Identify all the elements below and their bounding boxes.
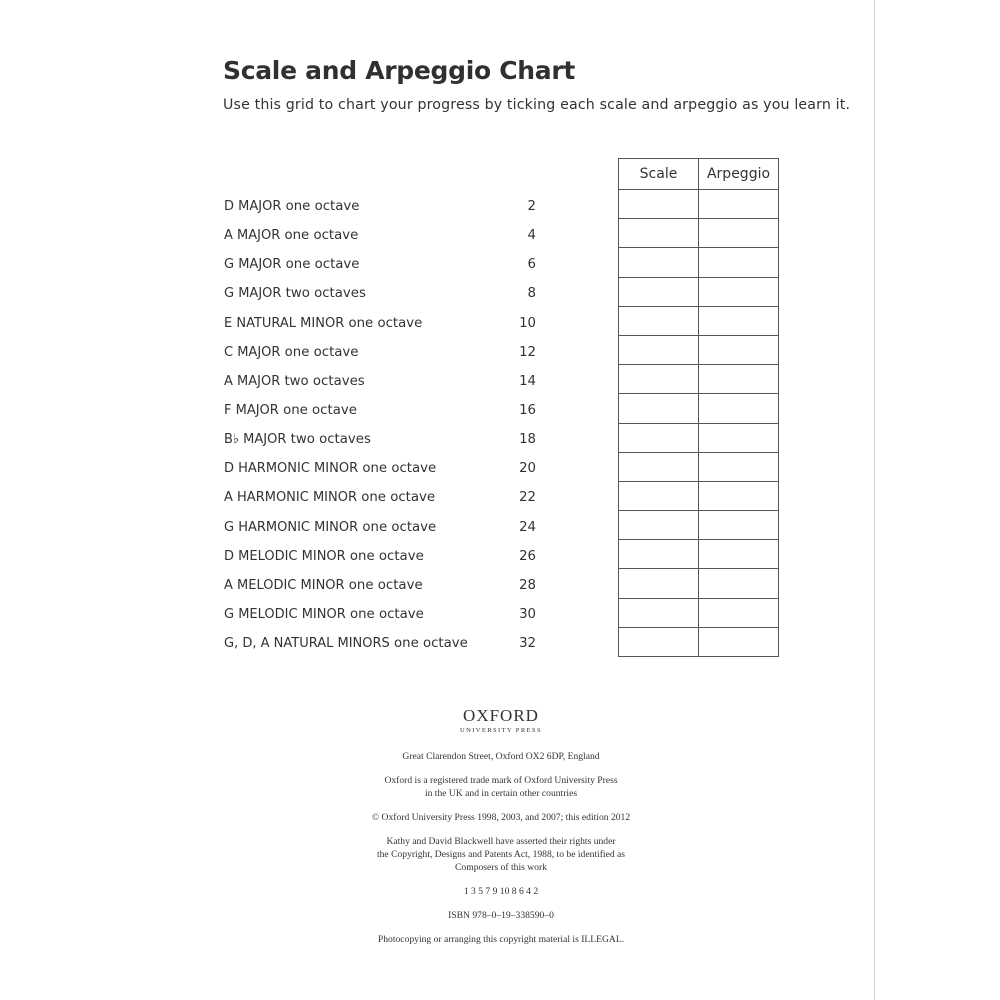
grid-row	[619, 277, 779, 306]
scale-list-item	[224, 396, 536, 425]
tick-box-arpeggio[interactable]	[699, 394, 779, 423]
scale-name	[224, 286, 366, 301]
trademark-line-2: in the UK and in certain other countries	[424, 788, 578, 799]
scale-key: G MAJOR	[224, 286, 282, 302]
scale-name	[224, 374, 365, 389]
grid-row	[619, 219, 779, 248]
scale-list-item	[224, 221, 536, 250]
scale-list-item	[224, 629, 536, 658]
scale-range: one octave	[284, 228, 359, 244]
tick-box-arpeggio[interactable]	[699, 627, 779, 656]
scale-name	[224, 199, 359, 214]
scale-range: one octave	[361, 490, 436, 506]
copyright-warning: Photocopying or arranging this copyright material is ILLEGAL.	[377, 934, 625, 945]
tick-box-scale[interactable]	[619, 540, 699, 569]
scale-key: A MAJOR	[224, 228, 281, 244]
copyright-line: © Oxford University Press 1998, 2003, and 2007; this edition 2012	[371, 812, 631, 823]
tick-box-arpeggio[interactable]	[699, 219, 779, 248]
scale-key: E NATURAL MINOR	[224, 315, 345, 331]
grid-row	[619, 190, 779, 219]
scale-key: A MELODIC MINOR	[224, 577, 345, 593]
grid-row	[619, 598, 779, 627]
scale-range: two octaves	[285, 286, 366, 302]
scale-list-item	[224, 279, 536, 308]
tick-box-scale[interactable]	[619, 598, 699, 627]
tick-box-arpeggio[interactable]	[699, 452, 779, 481]
scale-name	[224, 578, 423, 593]
tick-box-scale[interactable]	[619, 481, 699, 510]
scale-name	[224, 549, 424, 564]
scale-page-number: 14	[519, 373, 536, 389]
scale-name	[224, 607, 424, 622]
scale-range: one octave	[285, 257, 360, 273]
tick-box-arpeggio[interactable]	[699, 511, 779, 540]
tick-box-arpeggio[interactable]	[699, 306, 779, 335]
scale-range: one octave	[283, 403, 357, 419]
scale-range: one octave	[348, 315, 423, 331]
tick-box-scale[interactable]	[619, 365, 699, 394]
grid-header-scale: Scale	[619, 159, 699, 190]
tick-box-scale[interactable]	[619, 627, 699, 656]
scale-list-item	[224, 454, 536, 483]
scale-name	[224, 520, 436, 535]
grid-row	[619, 365, 779, 394]
grid-row	[619, 511, 779, 540]
scale-page-number: 8	[527, 286, 536, 302]
tick-box-arpeggio[interactable]	[699, 277, 779, 306]
scale-page-number: 30	[519, 607, 536, 623]
grid-row	[619, 452, 779, 481]
scale-name	[224, 432, 371, 447]
tick-box-scale[interactable]	[619, 394, 699, 423]
scale-name	[224, 345, 358, 360]
scale-name	[224, 636, 468, 651]
scale-key: D MAJOR	[224, 199, 282, 215]
scale-key: G MELODIC MINOR	[224, 607, 346, 623]
tick-box-arpeggio[interactable]	[699, 335, 779, 364]
scale-page-number: 28	[519, 577, 536, 593]
tick-box-scale[interactable]	[619, 423, 699, 452]
scale-page-number: 26	[519, 548, 536, 564]
grid-row	[619, 540, 779, 569]
print-line: 1 3 5 7 9 10 8 6 4 2	[463, 886, 539, 897]
publisher-address: Great Clarendon Street, Oxford OX2 6DP, England	[402, 751, 600, 762]
scale-list-item	[224, 192, 536, 221]
scale-list-item	[224, 338, 536, 367]
page-edge-line	[874, 0, 875, 1000]
scale-list-item	[224, 250, 536, 279]
scale-page-number: 22	[519, 490, 536, 506]
scale-key: A MAJOR	[224, 373, 281, 389]
rights-line-2: the Copyright, Designs and Patents Act, 1988, to be identified as	[376, 849, 626, 860]
scale-range: one octave	[394, 636, 468, 652]
grid-row	[619, 394, 779, 423]
progress-grid	[618, 158, 779, 657]
scale-page-number: 24	[519, 519, 536, 535]
scale-range: one octave	[362, 519, 437, 535]
scale-range: one octave	[349, 548, 424, 564]
grid-row	[619, 248, 779, 277]
scale-range: one octave	[348, 577, 423, 593]
tick-box-scale[interactable]	[619, 190, 699, 219]
tick-box-arpeggio[interactable]	[699, 423, 779, 452]
page-subtitle: Use this grid to chart your progress by ticking each scale and arpeggio as you learn it.	[223, 97, 851, 113]
scale-key: C MAJOR	[224, 344, 281, 360]
scale-name	[224, 257, 359, 272]
grid-row	[619, 335, 779, 364]
grid-row	[619, 627, 779, 656]
scale-key: G HARMONIC MINOR	[224, 519, 359, 535]
scale-list-item	[224, 367, 536, 396]
scale-key: F MAJOR	[224, 403, 279, 419]
tick-box-arpeggio[interactable]	[699, 248, 779, 277]
scale-list-item	[224, 571, 536, 600]
scale-range: one octave	[349, 607, 424, 623]
scale-list-item	[224, 542, 536, 571]
scale-name	[224, 228, 358, 243]
grid-row	[619, 423, 779, 452]
scale-key: G MAJOR	[224, 257, 282, 273]
scale-page-number: 16	[519, 403, 536, 419]
publisher-imprint	[320, 706, 682, 946]
tick-box-scale[interactable]	[619, 248, 699, 277]
scale-list	[224, 192, 536, 658]
scale-range: two octaves	[290, 432, 371, 448]
scale-key: A HARMONIC MINOR	[224, 490, 357, 506]
trademark-line-1: Oxford is a registered trade mark of Oxford University Press	[384, 775, 618, 786]
tick-box-arpeggio[interactable]	[699, 365, 779, 394]
scale-key: D MELODIC MINOR	[224, 548, 346, 564]
scale-list-item	[224, 483, 536, 512]
tick-box-arpeggio[interactable]	[699, 598, 779, 627]
oxford-logo: OXFORD	[463, 706, 539, 725]
grid-row	[619, 569, 779, 598]
scale-range: two octaves	[284, 373, 365, 389]
scale-list-item	[224, 309, 536, 338]
scale-name	[224, 403, 357, 418]
scale-name	[224, 461, 436, 476]
scale-name	[224, 316, 422, 331]
scale-list-item	[224, 600, 536, 629]
scale-range: one octave	[362, 461, 437, 477]
scale-page-number: 6	[527, 257, 536, 273]
scale-key: D HARMONIC MINOR	[224, 461, 359, 477]
rights-line-1: Kathy and David Blackwell have asserted their rights under	[386, 836, 616, 847]
scale-list-item	[224, 425, 536, 454]
tick-box-scale[interactable]	[619, 277, 699, 306]
grid-row	[619, 481, 779, 510]
tick-box-scale[interactable]	[619, 306, 699, 335]
scale-page-number: 2	[527, 199, 536, 215]
tick-box-scale[interactable]	[619, 335, 699, 364]
scale-name	[224, 490, 435, 505]
oxford-logo-subtitle: UNIVERSITY PRESS	[460, 727, 542, 734]
scale-page-number: 18	[519, 432, 536, 448]
scale-page-number: 4	[527, 228, 536, 244]
scale-range: one octave	[284, 344, 359, 360]
scale-list-item	[224, 513, 536, 542]
grid-header-arpeggio: Arpeggio	[699, 159, 779, 190]
scale-page-number: 20	[519, 461, 536, 477]
scale-key: B♭ MAJOR	[224, 432, 287, 448]
tick-box-scale[interactable]	[619, 452, 699, 481]
tick-box-arpeggio[interactable]	[699, 481, 779, 510]
page-title: Scale and Arpeggio Chart	[223, 56, 576, 85]
tick-box-arpeggio[interactable]	[699, 569, 779, 598]
scale-range: one octave	[285, 199, 360, 215]
grid-row	[619, 306, 779, 335]
scale-page-number: 10	[519, 315, 536, 331]
tick-box-scale[interactable]	[619, 219, 699, 248]
scale-key: G, D, A NATURAL MINORS	[224, 636, 390, 652]
tick-box-arpeggio[interactable]	[699, 540, 779, 569]
rights-line-3: Composers of this work	[455, 862, 547, 873]
tick-box-scale[interactable]	[619, 511, 699, 540]
scale-page-number: 12	[519, 344, 536, 360]
tick-box-arpeggio[interactable]	[699, 190, 779, 219]
scale-page-number: 32	[519, 636, 536, 652]
isbn: ISBN 978–0–19–338590–0	[448, 910, 554, 921]
tick-box-scale[interactable]	[619, 569, 699, 598]
